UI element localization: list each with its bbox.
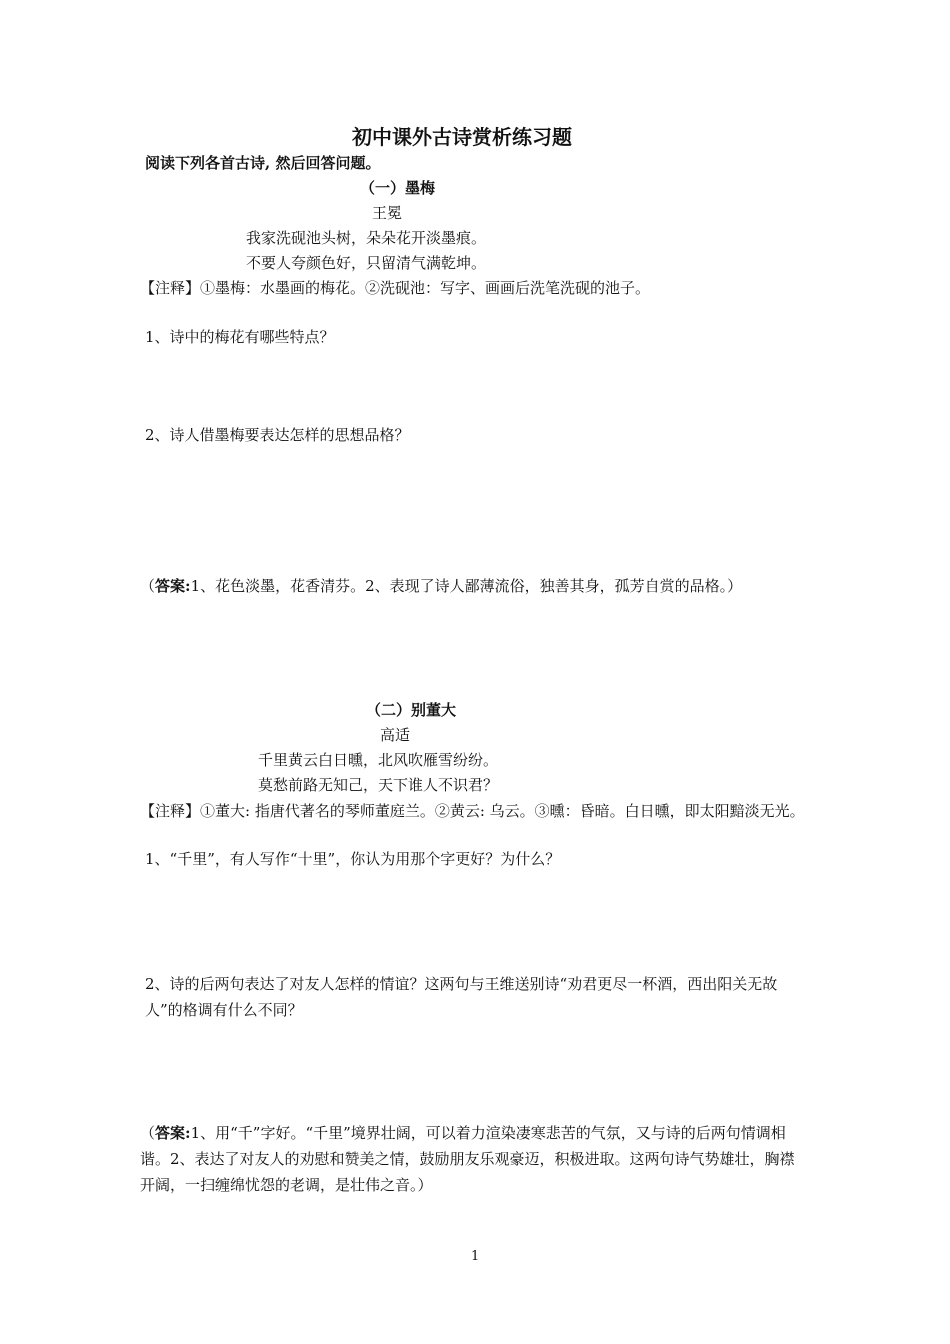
poem1-note: 【注释】①墨梅：水墨画的梅花。②洗砚池：写字、画画后洗笔洗砚的池子。 — [140, 279, 651, 297]
answer-open: （ — [140, 1124, 156, 1142]
poem1-line2: 不要人夸颜色好，只留清气满乾坤。 — [246, 254, 487, 272]
poem1-question-1: 1、诗中的梅花有哪些特点？ — [145, 328, 335, 346]
page-number: 1 — [471, 1249, 480, 1264]
poem2-line1: 千里黄云白日曛，北风吹雁雪纷纷。 — [258, 751, 499, 769]
answer-label: 答案: — [155, 577, 191, 595]
poem2-question-2: 2、诗的后两句表达了对友人怎样的情谊？这两句与王维送别诗“劝君更尽一杯酒，西出阳关无故人”的格调有什么不同？ — [145, 975, 778, 1019]
instruction: 阅读下列各首古诗, 然后回答问题。 — [145, 154, 381, 172]
poem2-author: 高适 — [380, 726, 411, 744]
poem2-heading: （二）别董大 — [366, 701, 457, 719]
poem2-answer — [140, 1120, 805, 1198]
answer-text: 1、用“千”字好。“千里”境界壮阔，可以着力渲染凄寒悲苦的气氛，又与诗的后两句情调相谐。2、表达了对友人的劝慰和赞美之情，鼓励朋友乐观豪迈，积极进取。这两句诗气势雄壮，胸襟开阔，一扫缠绵忧怨的老调，是壮伟之音。） — [140, 1124, 795, 1194]
poem1-heading: （一）墨梅 — [360, 179, 436, 197]
poem2-note: 【注释】①董大: 指唐代著名的琴师董庭兰。②黄云: 乌云。③曛：昏暗。白日曛，即太阳黯淡无光。 — [140, 802, 805, 820]
answer-label: 答案: — [155, 1124, 191, 1142]
poem2-question-1: 1、“千里”，有人写作“十里”，你认为用那个字更好？为什么？ — [145, 850, 561, 868]
poem1-question-2: 2、诗人借墨梅要表达怎样的思想品格？ — [145, 426, 410, 444]
poem1-answer — [140, 576, 742, 596]
poem1-author: 王冕 — [372, 204, 403, 222]
answer-open: （ — [140, 577, 156, 595]
poem1-line1: 我家洗砚池头树，朵朵花开淡墨痕。 — [246, 229, 487, 247]
poem2-line2: 莫愁前路无知己，天下谁人不识君？ — [258, 776, 499, 794]
page-title: 初中课外古诗赏析练习题 — [352, 125, 572, 149]
answer-text: 1、花色淡墨，花香清芬。2、表现了诗人鄙薄流俗，独善其身，孤芳自赏的品格。） — [190, 577, 743, 595]
